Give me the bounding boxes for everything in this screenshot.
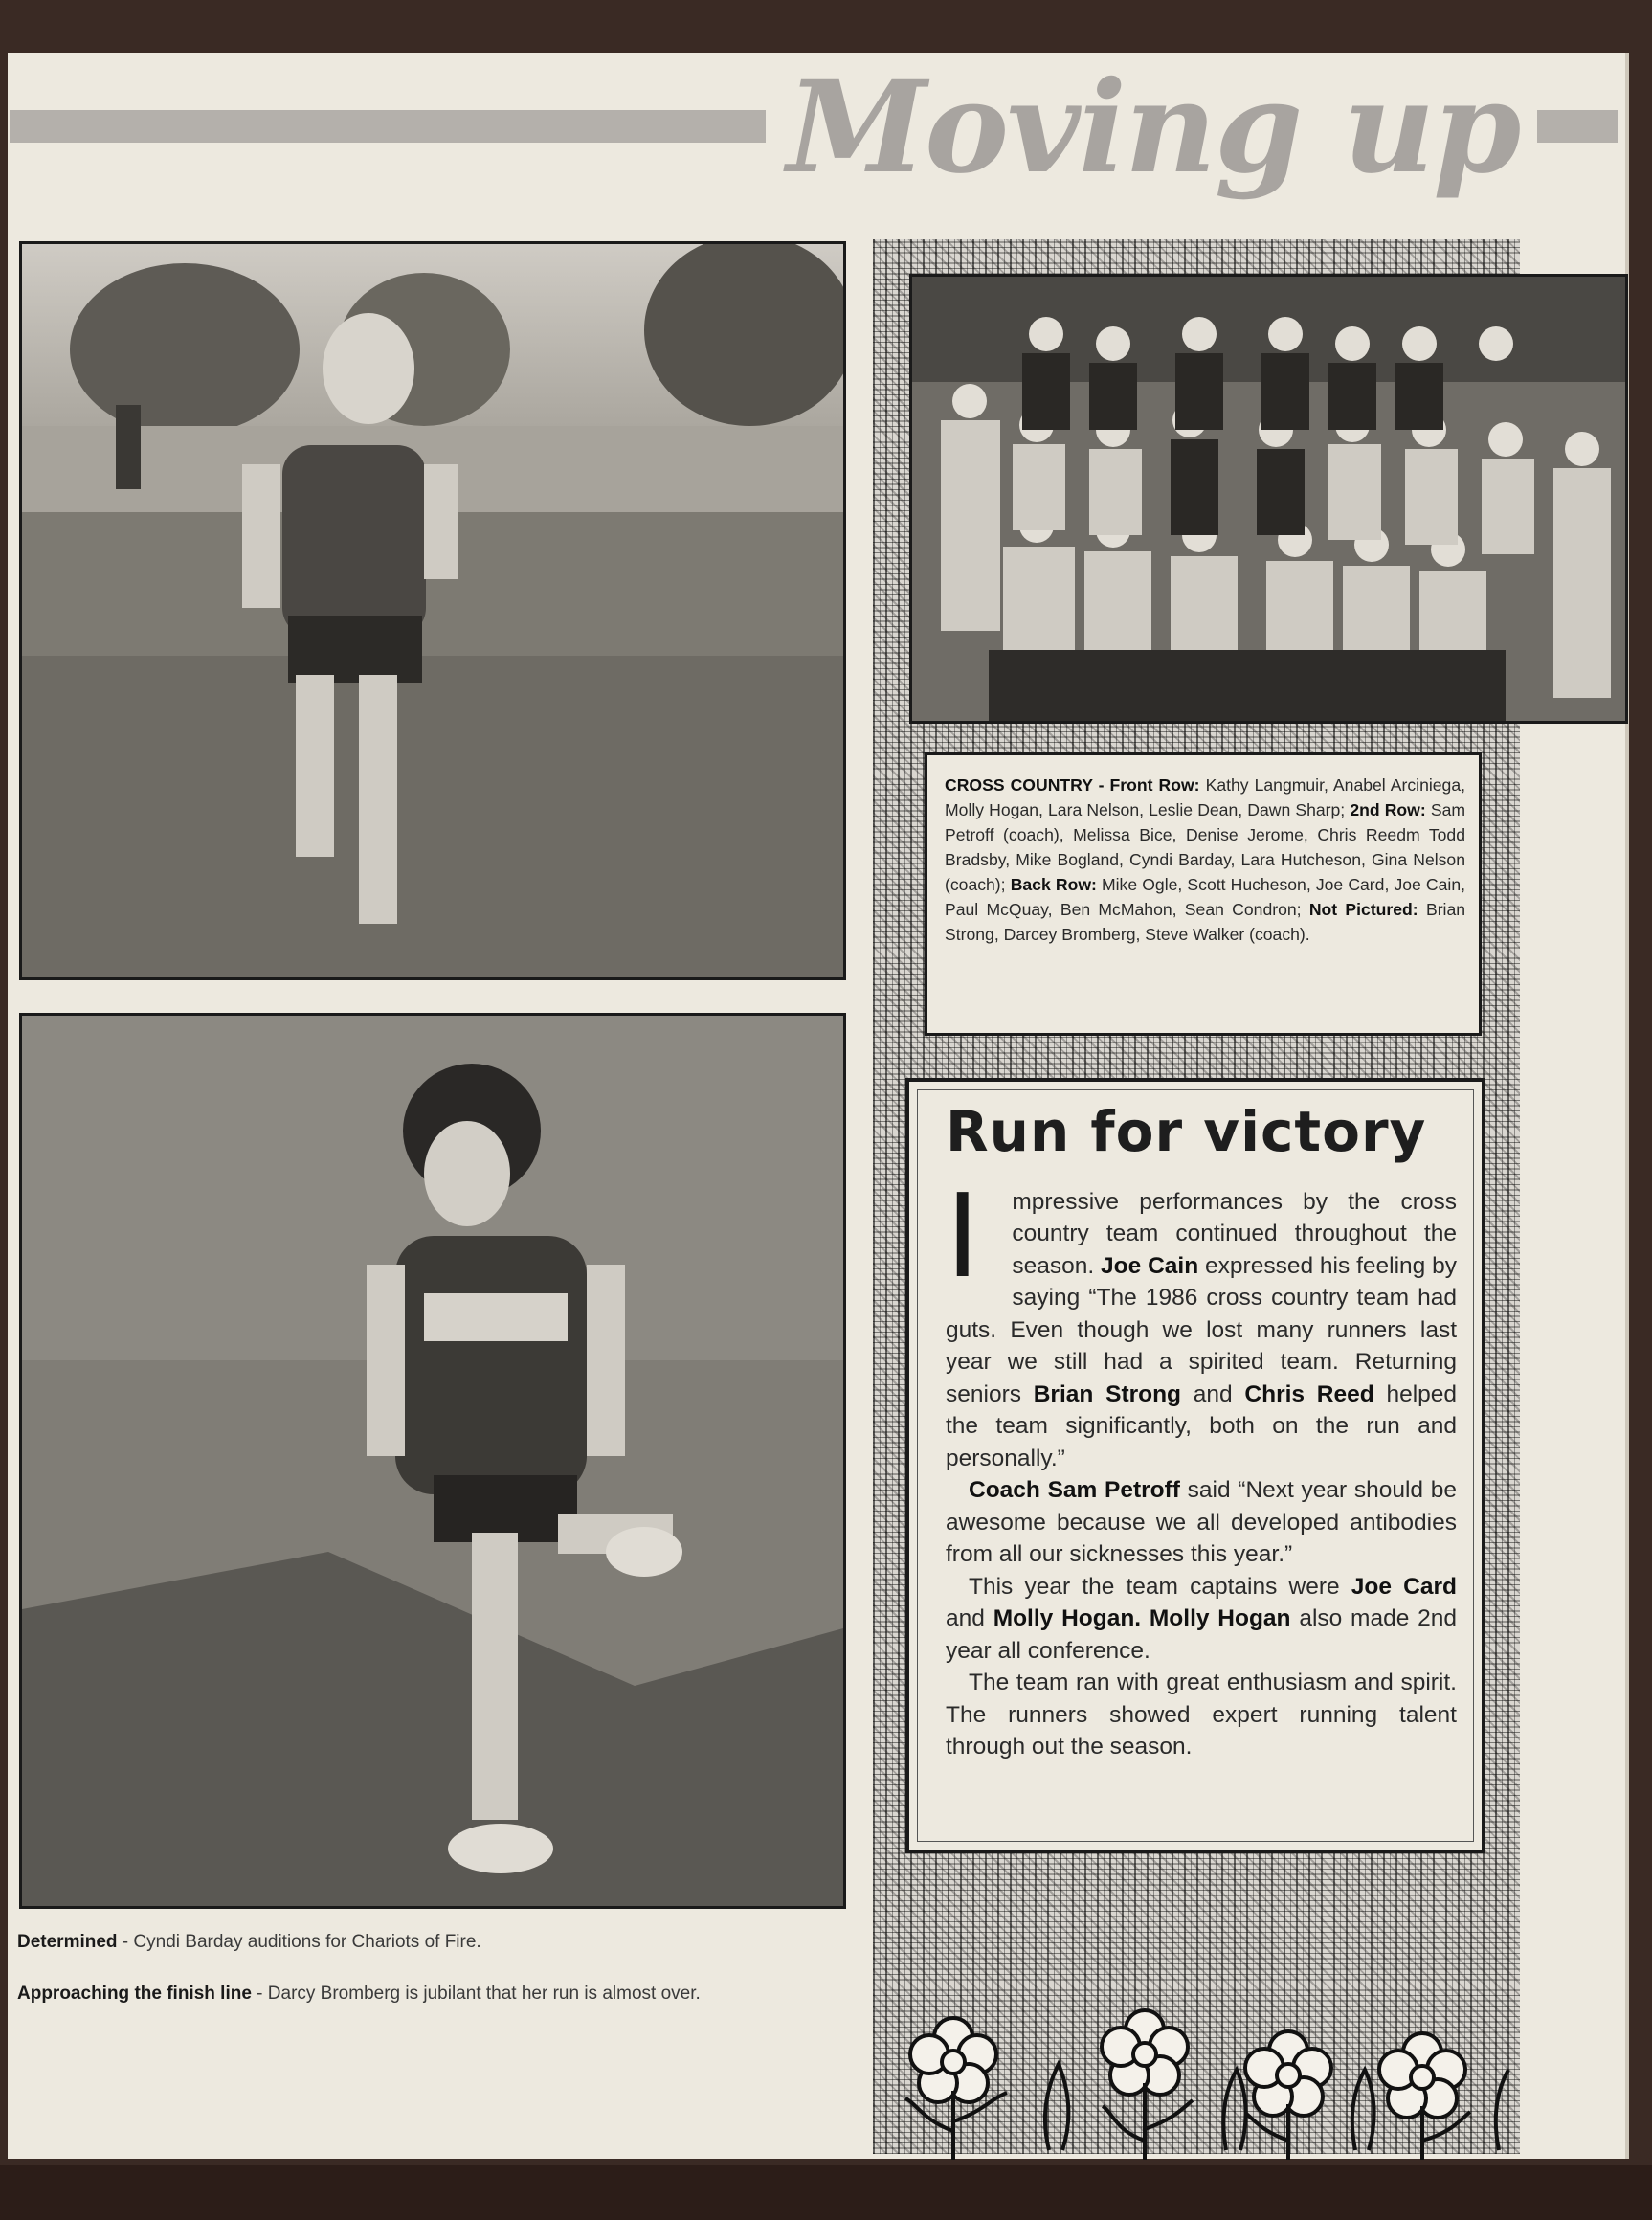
- page-title: Moving up: [766, 65, 1537, 191]
- team-photo: [909, 274, 1628, 724]
- team-caption: [925, 752, 1482, 1036]
- p1-text-c: and: [1193, 1380, 1233, 1407]
- caption-front-row-names: Kathy Langmuir, Anabel Arciniega, Molly Hogan, Lara Nelson, Leslie Dean, Dawn Sharp;: [945, 775, 1466, 819]
- caption-finish-line-text: - Darcy Bromberg is jubilant that her run is almost over.: [251, 1984, 701, 2004]
- flower-decoration: [886, 2007, 1520, 2160]
- caption-label-back-row: Back Row:: [1010, 875, 1097, 894]
- p2-text: said “Next year should be awesome because we all developed antibodies from all our sicknesses this year.”: [946, 1477, 1457, 1568]
- article-box: [905, 1078, 1485, 1853]
- caption-determined-text: - Cyndi Barday auditions for Chariots of Fire.: [117, 1932, 481, 1952]
- article-headline: Run for victory: [946, 1099, 1427, 1164]
- caption-back-row-names: Mike Ogle, Scott Hucheson, Joe Card, Joe Cain, Paul McQuay, Ben McMahon, Sean Condron;: [945, 875, 1466, 919]
- name-joe-card: Joe Card: [1351, 1573, 1457, 1600]
- p1-text-b: expressed his feeling by saying “The 1986 cross country team had guts. Even though we lost many runners last year we still had a spirited team. Returning seniors: [946, 1252, 1457, 1407]
- p1-text-d: helped the team significantly, both on the run and personally.”: [946, 1380, 1458, 1471]
- name-joe-cain: Joe Cain: [1101, 1252, 1199, 1279]
- name-brian-strong: Brian Strong: [1033, 1380, 1182, 1407]
- photo-captions: [17, 1932, 859, 2035]
- p3-text-c: also made 2nd year all conference.: [946, 1605, 1457, 1664]
- caption-determined-label: Determined: [17, 1932, 118, 1952]
- caption-finish-line-label: Approaching the finish line: [17, 1984, 252, 2004]
- article-paragraph-3: [946, 1571, 1457, 1668]
- runner-photo-bottom: [19, 1013, 846, 1909]
- drop-cap: I: [946, 1170, 980, 1304]
- article-paragraph-4: The team ran with great enthusiasm and spirit. The runners showed expert running talent through out the season.: [946, 1670, 1457, 1760]
- runner-photo-top: [19, 241, 846, 980]
- p3-text-b: and: [946, 1605, 985, 1632]
- article-body: [946, 1170, 1458, 1763]
- caption-not-pictured-names: Brian Strong, Darcey Bromberg, Steve Walker (coach).: [945, 900, 1466, 944]
- article-paragraph-1: [946, 1170, 1458, 1475]
- p3-text-a: This year the team captains were: [969, 1573, 1340, 1600]
- p1-text-a: mpressive performances by the cross country team continued throughout the season.: [1012, 1188, 1457, 1279]
- caption-label-not-pictured: Not Pictured:: [1308, 900, 1418, 919]
- caption-determined: [17, 1932, 859, 1953]
- page-edge: [0, 2165, 1652, 2220]
- name-chris-reed: Chris Reed: [1244, 1380, 1374, 1407]
- article-paragraph-2: [946, 1474, 1457, 1571]
- name-molly-hogan: Molly Hogan. Molly Hogan: [993, 1605, 1291, 1632]
- caption-second-row-names: Sam Petroff (coach), Melissa Bice, Denise Jerome, Chris Reedm Todd Bradsby, Mike Bogland, Cyndi Barday, Lara Hutcheson, Gina Nelson (coach);: [945, 800, 1466, 894]
- caption-finish-line: [17, 1984, 859, 2005]
- caption-label-second-row: 2nd Row:: [1350, 800, 1426, 819]
- caption-label-front-row: CROSS COUNTRY - Front Row:: [945, 775, 1200, 795]
- name-coach-sam-petroff: Coach Sam Petroff: [969, 1477, 1180, 1504]
